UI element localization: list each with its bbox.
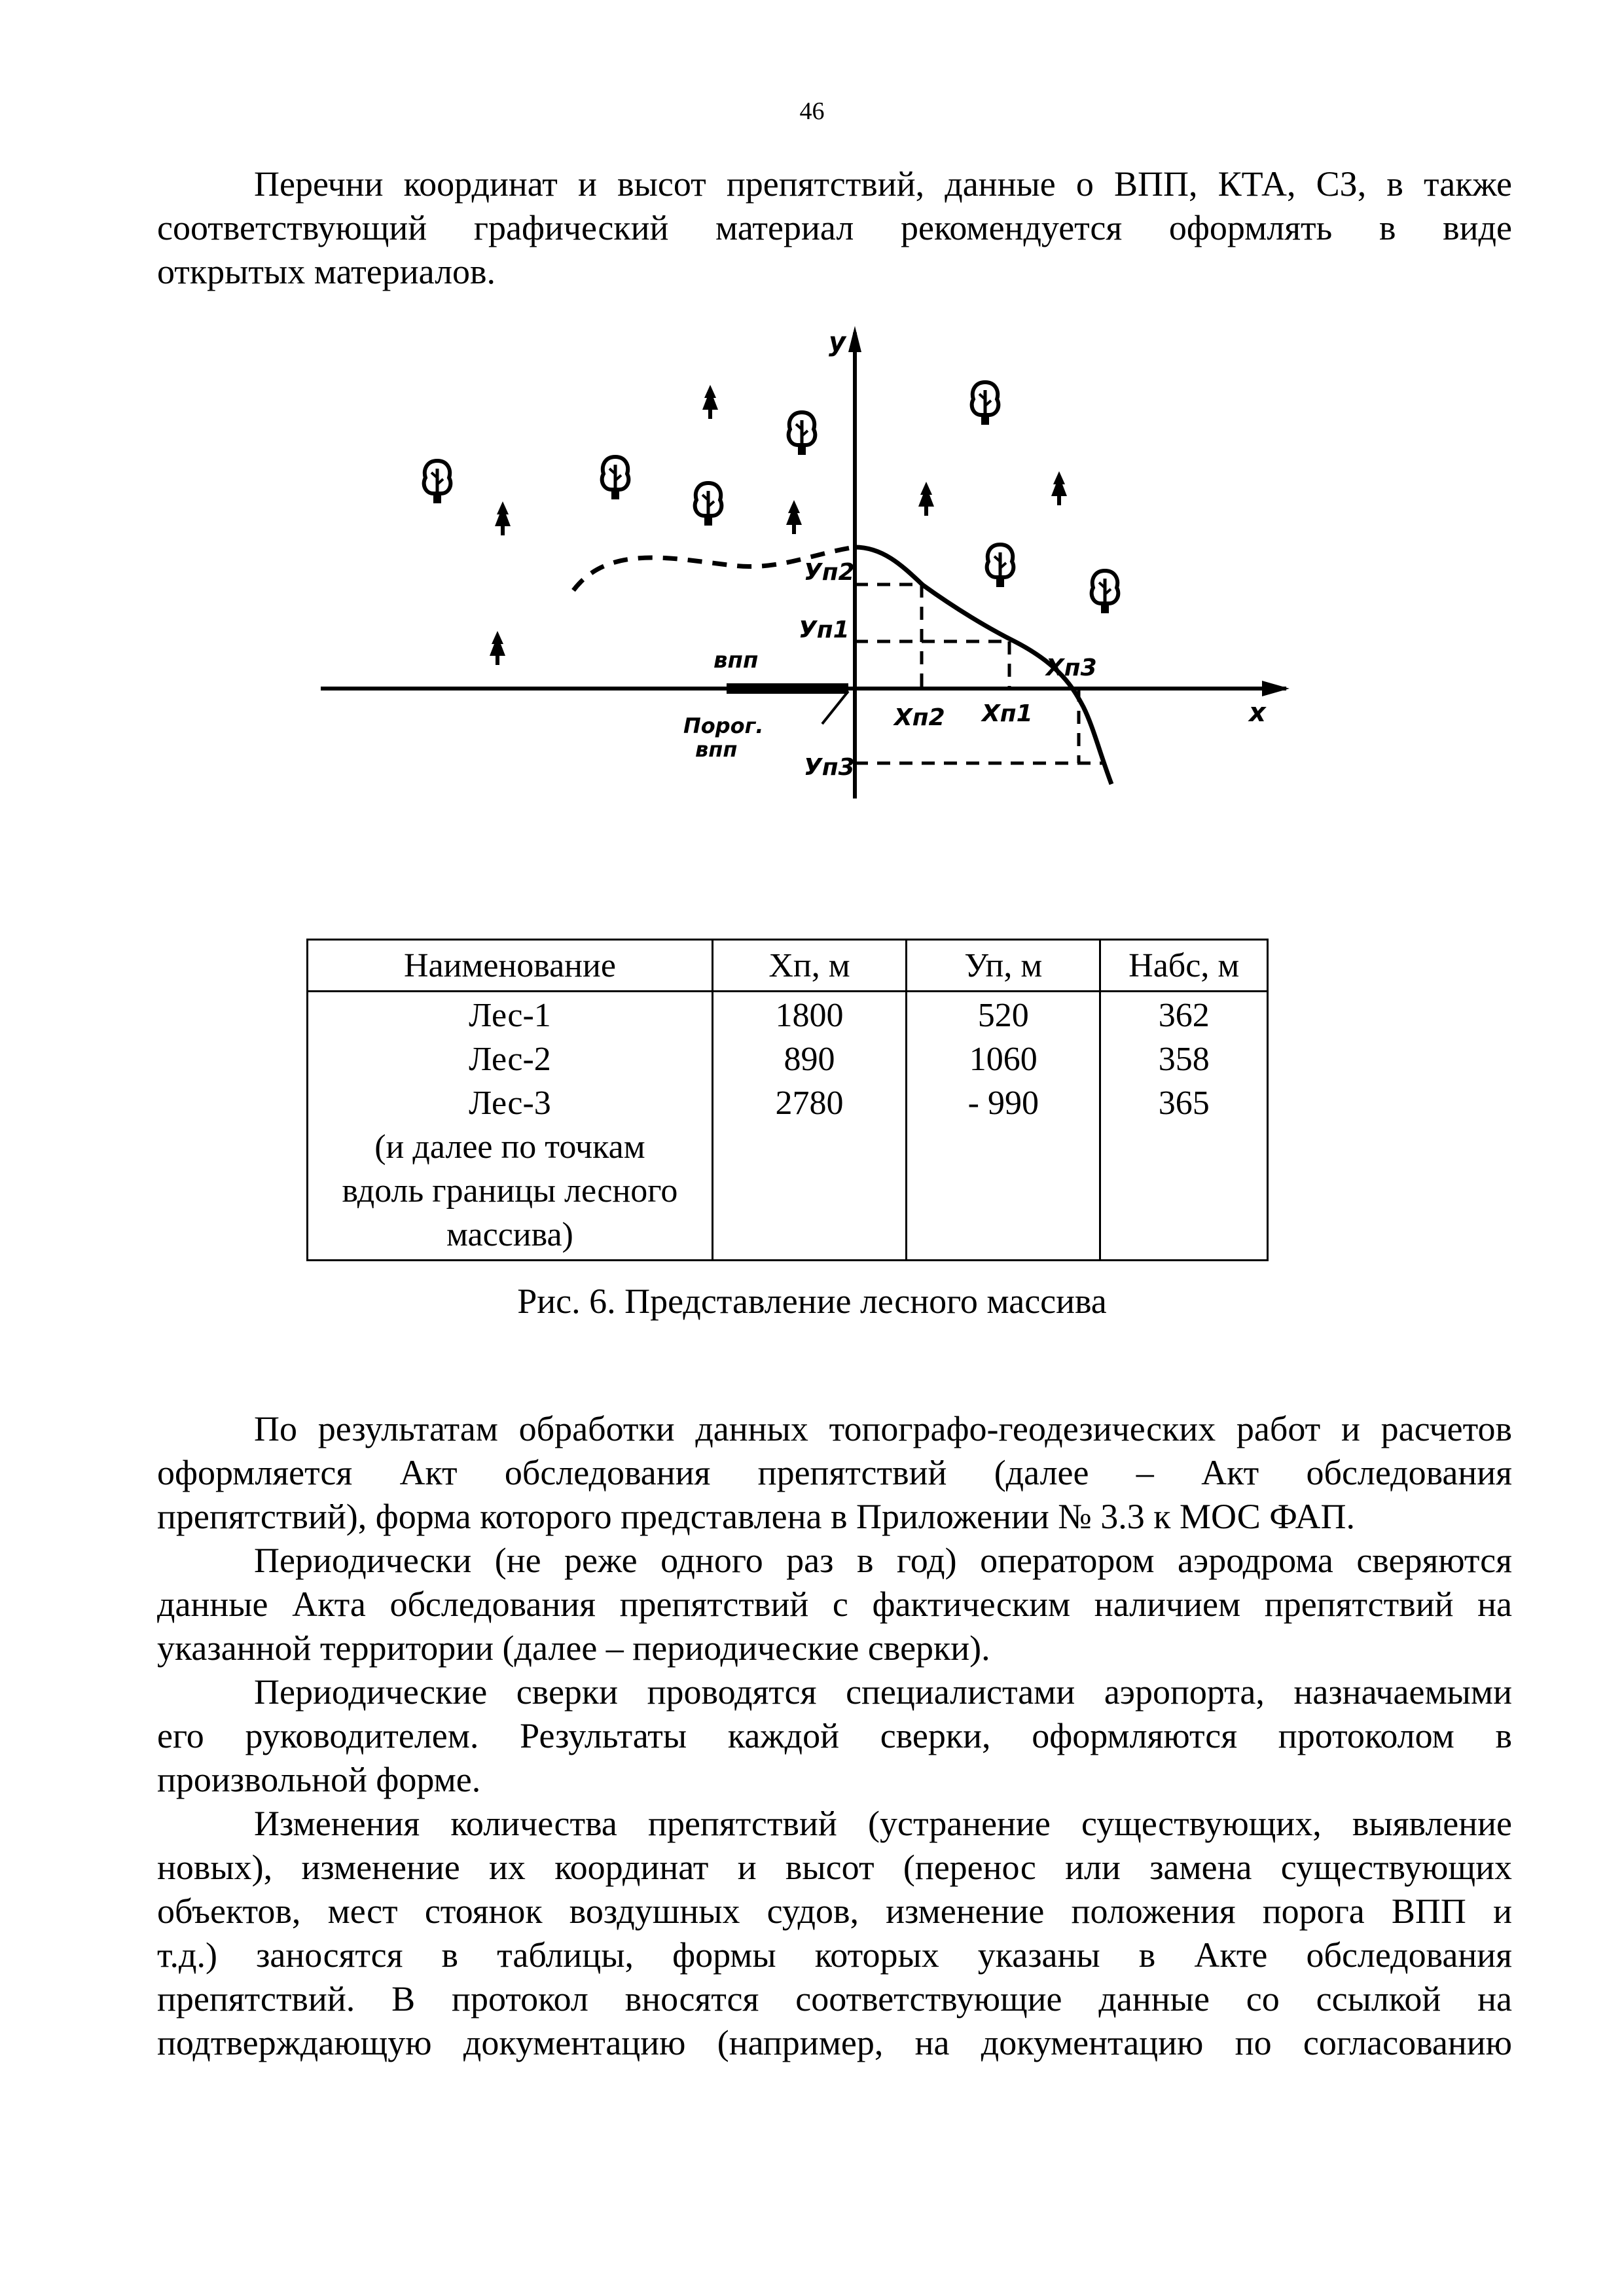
deciduous-tree-icon [972, 382, 999, 423]
intro-line: открытых материалов. [157, 252, 496, 291]
x-axis-label: x [1249, 698, 1266, 728]
intro-paragraph [157, 162, 1512, 294]
deciduous-tree-icon [424, 461, 451, 501]
cell-line: 362 [1158, 997, 1210, 1034]
table-cell-y [907, 992, 1100, 1261]
text-line: т.д.) заносятся в таблицы, формы которых указаны в Акте обследования [157, 1935, 1512, 1975]
text-line: объектов, мест стоянок воздушных судов, изменение положения порога ВПП и [157, 1892, 1512, 1931]
threshold-pointer [822, 691, 848, 724]
table-cell-h [1100, 992, 1268, 1261]
runway-label: впп [713, 647, 759, 673]
y-axis-label: y [829, 327, 846, 357]
column-header-h: Набс, м [1100, 940, 1268, 992]
text-line: препятствий), форма которого представлена в Приложении № 3.3 к МОС ФАП. [157, 1497, 1355, 1536]
x-axis-arrow [1262, 681, 1290, 696]
paragraph-changes [157, 1802, 1512, 2065]
table-header-row [308, 940, 1268, 992]
conifer-tree-icon [1051, 471, 1067, 505]
cell-line: Лес-2 [469, 1041, 551, 1078]
deciduous-tree-icon [1092, 571, 1119, 611]
xn1-label: Хп1 [982, 700, 1033, 727]
cell-line: 520 [977, 997, 1029, 1034]
column-header-x: Хп, м [712, 940, 906, 992]
yn3-label: Уп3 [804, 754, 855, 781]
cell-line: (и далее по точкам [374, 1128, 645, 1166]
text-line: новых), изменение их координат и высот (перенос или замена существующих [157, 1848, 1512, 1887]
cell-line: массива) [446, 1216, 573, 1253]
text-line: По результатам обработки данных топографо-геодезических работ и расчетов [254, 1409, 1512, 1448]
text-line: произвольной форме. [157, 1760, 481, 1799]
deciduous-tree-icon [602, 457, 629, 497]
table-cell-names [308, 992, 713, 1261]
conifer-tree-icon [918, 482, 934, 516]
forest-diagram [308, 321, 1303, 818]
text-line: препятствий. В протокол вносятся соответствующие данные со ссылкой на [157, 1979, 1512, 2018]
column-header-name: Наименование [308, 940, 713, 992]
paragraph-periodic [157, 1539, 1512, 1670]
y-axis-arrow [848, 326, 861, 352]
figure-caption: Рис. 6. Представление лесного массива [517, 1282, 1107, 1321]
text-line: указанной территории (далее – периодические сверки). [157, 1628, 990, 1668]
conifer-tree-icon [786, 500, 802, 534]
conifer-tree-icon [702, 385, 718, 419]
text-line: его руководителем. Результаты каждой сверки, оформляются протоколом в [157, 1716, 1512, 1755]
column-header-y: Уп, м [907, 940, 1100, 992]
deciduous-tree-icon [695, 483, 722, 524]
cell-line: Лес-3 [469, 1085, 551, 1122]
table-cell-x [712, 992, 906, 1261]
intro-line: Перечни координат и высот препятствий, данные о ВПП, КТА, СЗ, в также [254, 164, 1512, 204]
yn2-label: Уп2 [804, 559, 855, 586]
threshold-label: впп [695, 737, 738, 762]
cell-line: 1800 [775, 997, 844, 1034]
yn1-label: Уп1 [799, 617, 850, 643]
text-line: Периодически (не реже одного раз в год) оператором аэродрома сверяются [254, 1541, 1512, 1580]
text-line: Изменения количества препятствий (устранение существующих, выявление [254, 1804, 1512, 1843]
cell-line: 358 [1158, 1041, 1210, 1078]
cell-line: 365 [1158, 1085, 1210, 1122]
cell-line: 2780 [775, 1085, 844, 1122]
cell-line: 1060 [969, 1041, 1038, 1078]
xn2-label: Хп2 [894, 704, 945, 731]
paragraph-checks [157, 1670, 1512, 1802]
text-line: подтверждающую документацию (например, на документацию по согласованию [157, 2023, 1512, 2062]
text-line: Периодические сверки проводятся специалистами аэропорта, назначаемыми [254, 1672, 1512, 1712]
cell-line: 890 [784, 1041, 835, 1078]
cell-line: - 990 [967, 1085, 1039, 1122]
paragraph-act [157, 1407, 1512, 1539]
obstacle-table [306, 939, 1269, 1261]
deciduous-tree-icon [987, 545, 1014, 585]
conifer-tree-icon [495, 501, 511, 535]
conifer-tree-icon [490, 631, 505, 665]
deciduous-tree-icon [789, 412, 816, 453]
table-row [308, 992, 1268, 1261]
intro-line: соответствующий графический материал рекомендуется оформлять в виде [157, 208, 1512, 247]
threshold-label: Порог. [683, 713, 764, 738]
text-line: оформляется Акт обследования препятствий (далее – Акт обследования [157, 1453, 1512, 1492]
xn3-label: Хп3 [1046, 655, 1097, 681]
cell-line: Лес-1 [469, 997, 551, 1034]
text-line: данные Акта обследования препятствий с фактическим наличием препятствий на [157, 1585, 1512, 1624]
cell-line: вдоль границы лесного [342, 1172, 678, 1210]
page-number: 46 [799, 98, 825, 125]
